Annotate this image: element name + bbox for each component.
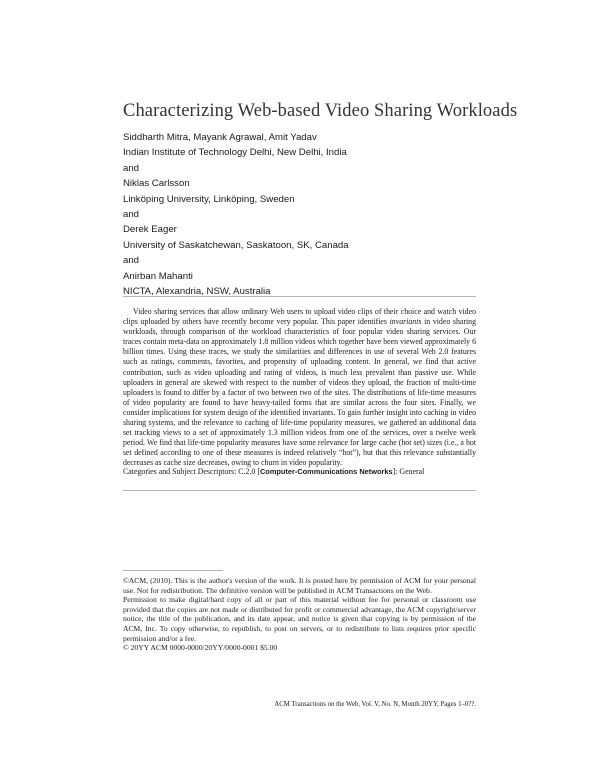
- author-separator: and: [123, 255, 140, 267]
- affiliation-line: University of Saskatchewan, Saskatoon, SK, Canada: [123, 239, 349, 251]
- affiliation-line: NICTA, Alexandria, NSW, Australia: [123, 286, 271, 298]
- categories-suffix: ]: General: [392, 467, 425, 476]
- journal-line: ACM Transactions on the Web, Vol. V, No. N, Month 20YY, Pages 1–0??.: [274, 701, 476, 708]
- permission-notice: Permission to make digital/hard copy of all or part of this material without fee for personal or classroom use provided that the copies are not made or distributed for profit or commercial advantage, the ACM copyright/server notice, the title of the publication, and its date appear, and notice is given that copying is by permission of the ACM, Inc. To copy otherwise, to republish, to post on servers, or to redistribute to lists requires prior specific permission and/or a fee.: [123, 595, 476, 643]
- categories-descriptors: [123, 467, 483, 476]
- author-separator: and: [123, 209, 140, 221]
- abstract-emphasis: invariants: [389, 317, 422, 327]
- copyright-notice: ©ACM, (2010). This is the author's version of the work. It is posted here by permission of ACM for your personal use. Not for redistribution. The definitive version will be published in ACM Transactions on the Web.: [123, 576, 476, 595]
- abstract: [123, 307, 476, 469]
- footnote-block: [123, 576, 476, 653]
- divider-bottom: [123, 490, 476, 491]
- abstract-text: Video sharing services that allow ordinary Web users to upload video clips of their choice and watch video clips uploaded by others have recently become very popular. This paper identifies: [123, 307, 476, 327]
- acm-code: © 20YY ACM 0000-0000/20YY/0000-0001 $5.00: [123, 643, 278, 653]
- paper-title: Characterizing Web-based Video Sharing Workloads: [123, 101, 518, 121]
- categories-prefix: Categories and Subject Descriptors: C.2.0 [: [123, 467, 260, 476]
- divider-top: [123, 296, 476, 297]
- author-line: Anirban Mahanti: [123, 270, 193, 282]
- affiliation-line: Linköping University, Linköping, Sweden: [123, 193, 295, 205]
- abstract-text: in video sharing workloads, through comparison of the workload characteristics of four popular video sharing services. Our traces contain meta-data on approximately 1.8 million videos which together have been viewed approximately 6 billion times. Using these traces, we study the similarities and differences in use of several Web 2.0 features such as ratings, comments, favorites, and propensity of uploading content. In general, we find that active contribution, such as video uploading and rating of videos, is much less prevalent than passive use. While uploaders in general are skewed with respect to the number of videos they upload, the fraction of multi-time uploaders is found to differ by a factor of two between two of the sites. The distributions of life-time measures of video popularity are found to have heavy-tailed forms that are similar across the four sites. Finally, we consider implications for system design of the identified invariants. To gain further insight into caching in video sharing systems, and the relevance to caching of life-time popularity measures, we gathered an additional data set tracking views to a set of approximately 1.3 million videos from one of the services, over a twelve week period. We find that life-time popularity measures have some relevance for large cache (hot set) sizes (i.e., a hot set defined according to one of these measures is indeed relatively “hot”), but that this relevance substantially decreases as cache size decreases, owing to churn in video popularity.: [123, 317, 476, 468]
- footnote-rule: [123, 570, 223, 571]
- affiliation-line: Indian Institute of Technology Delhi, New Delhi, India: [123, 147, 347, 159]
- author-line: Niklas Carlsson: [123, 178, 190, 190]
- author-line: Derek Eager: [123, 224, 177, 236]
- author-line: Siddharth Mitra, Mayank Agrawal, Amit Yadav: [123, 132, 317, 143]
- author-separator: and: [123, 162, 140, 174]
- author-block: [123, 130, 483, 299]
- categories-bold: Computer-Communications Networks: [259, 467, 393, 476]
